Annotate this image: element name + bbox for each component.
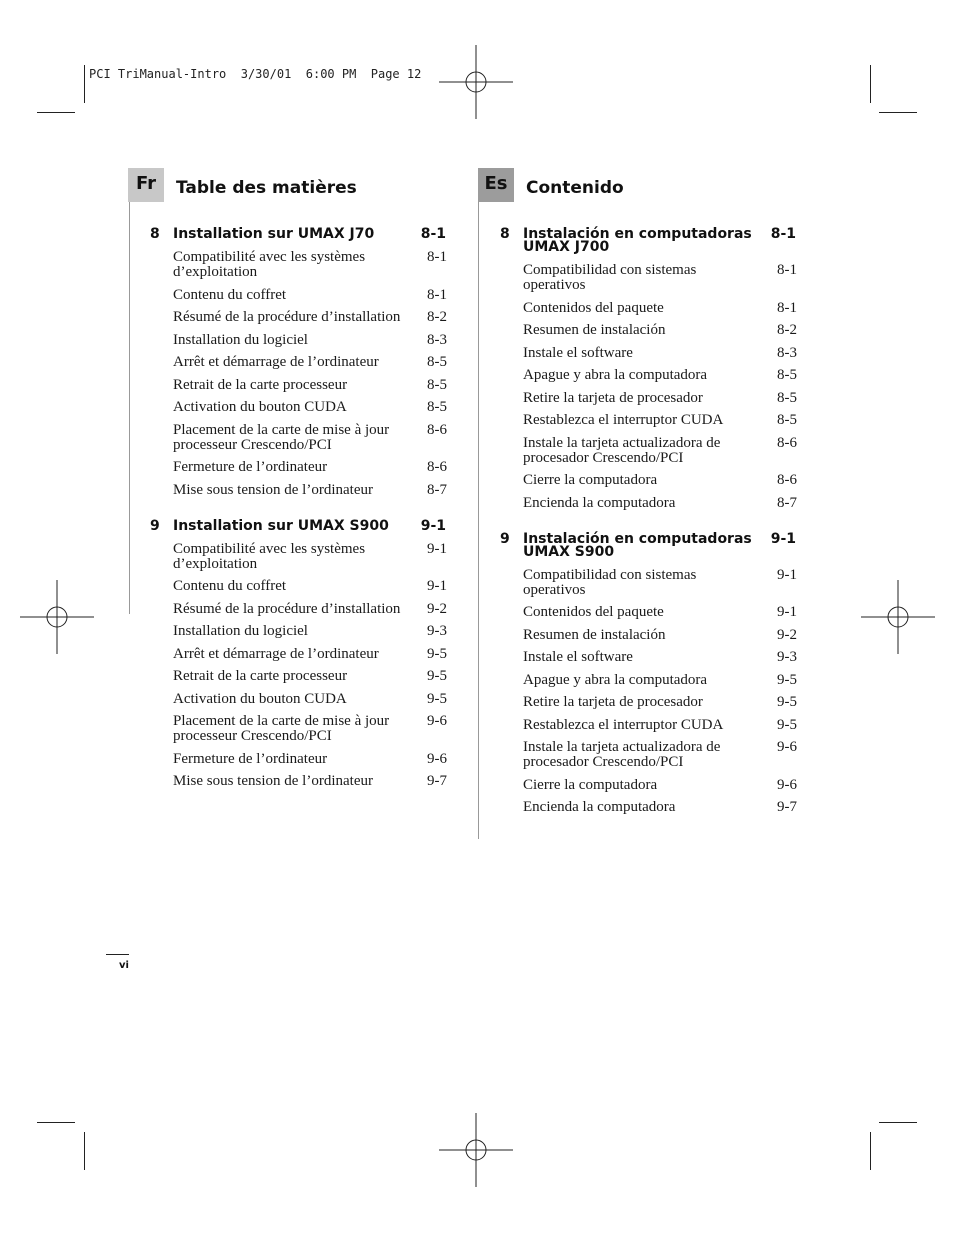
toc-entry-page: 9-6 — [777, 739, 797, 755]
toc-entry-label: Apague y abra la computadora — [523, 671, 708, 688]
toc-section-title: Installation sur UMAX J70 — [173, 226, 375, 242]
toc-entry[interactable] — [128, 400, 448, 415]
toc-entry[interactable] — [478, 391, 798, 406]
toc-entry-page: 9-6 — [777, 776, 797, 793]
toc-entry-page: 8-3 — [427, 331, 447, 348]
toc-entry[interactable] — [478, 301, 798, 316]
toc-entry[interactable] — [478, 496, 798, 511]
toc-entry-page: 9-1 — [427, 540, 447, 557]
toc-entry[interactable] — [128, 647, 448, 662]
toc-section-page: 8-1 — [420, 226, 446, 242]
toc-entry-page: 9-5 — [427, 668, 447, 684]
toc-entry[interactable] — [128, 288, 448, 303]
toc-entry-label: Activation du bouton CUDA — [173, 399, 347, 415]
toc-entry[interactable] — [478, 673, 798, 688]
toc-entry-label: Apague y abra la computadora — [523, 367, 708, 383]
toc-section-heading[interactable] — [478, 530, 798, 560]
toc-entry[interactable] — [128, 355, 448, 370]
toc-entry[interactable] — [478, 436, 798, 466]
toc-entry-page: 8-6 — [427, 459, 447, 475]
toc-entry-label: Résumé de la procédure d’installation — [173, 309, 401, 325]
toc-entry-page: 8-6 — [777, 472, 797, 488]
toc-entry[interactable] — [128, 624, 448, 639]
toc-entry-page: 8-1 — [777, 299, 797, 316]
toc-entry-label: Instale la tarjeta actualizadora de procesador Crescendo/PCI — [523, 739, 721, 770]
toc-entry-page: 8-5 — [427, 354, 447, 370]
toc-entry-page: 8-7 — [427, 481, 447, 498]
toc-entry-page: 9-3 — [777, 649, 797, 665]
toc-entry-page: 8-2 — [427, 309, 447, 325]
toc-entry[interactable] — [128, 423, 448, 453]
crop-mark-top-left-h — [37, 112, 75, 113]
toc-section — [128, 228, 448, 498]
toc-entry-page: 9-3 — [427, 623, 447, 639]
toc-entry[interactable] — [478, 473, 798, 488]
toc-entry-page: 9-2 — [427, 600, 447, 617]
toc-entry[interactable] — [478, 695, 798, 710]
toc-entry[interactable] — [478, 800, 798, 815]
toc-entry-label: Retire la tarjeta de procesador — [523, 694, 703, 710]
toc-section-title: Instalación en computadoras UMAX J700 — [523, 226, 752, 255]
toc-section-number: 9 — [150, 517, 160, 534]
toc-entry-label: Résumé de la procédure d’installation — [173, 600, 401, 617]
toc-title-es: Contenido — [526, 178, 624, 198]
toc-entry-label: Placement de la carte de mise à jour processeur Crescendo/PCI — [173, 713, 390, 744]
toc-entry-label: Resumen de instalación — [523, 322, 666, 338]
toc-entry-label: Restablezca el interruptor CUDA — [523, 412, 724, 428]
toc-entry[interactable] — [128, 250, 448, 280]
toc-entry-label: Mise sous tension de l’ordinateur — [173, 773, 373, 789]
toc-entry[interactable] — [478, 413, 798, 428]
language-badge-fr: Fr — [128, 168, 164, 202]
toc-section-number: 9 — [500, 530, 510, 547]
language-badge-es: Es — [478, 168, 514, 202]
registration-mark-bottom-icon — [439, 1113, 513, 1187]
toc-entry[interactable] — [478, 323, 798, 338]
toc-entry-label: Resumen de instalación — [523, 626, 666, 643]
toc-entry[interactable] — [128, 378, 448, 393]
toc-entry-label: Instale la tarjeta actualizadora de procesador Crescendo/PCI — [523, 434, 721, 466]
toc-entry[interactable] — [128, 752, 448, 767]
toc-entry-page: 8-6 — [427, 421, 447, 438]
toc-entry-label: Contenu du coffret — [173, 286, 287, 303]
toc-entry-page: 8-5 — [777, 367, 797, 383]
toc-entry-label: Compatibilité avec les systèmes d’exploitation — [173, 540, 366, 572]
toc-entry-label: Installation du logiciel — [173, 623, 308, 639]
toc-title-fr: Table des matières — [176, 178, 357, 198]
toc-entry[interactable] — [478, 650, 798, 665]
toc-entry[interactable] — [478, 605, 798, 620]
toc-entry[interactable] — [128, 483, 448, 498]
toc-entry-label: Compatibilidad con sistemas operativos — [523, 566, 697, 598]
toc-entry-label: Retrait de la carte processeur — [173, 376, 348, 393]
toc-section-heading[interactable] — [128, 228, 448, 241]
toc-entry-label: Fermeture de l’ordinateur — [173, 459, 328, 475]
toc-entry[interactable] — [128, 310, 448, 325]
toc-entry-page: 8-1 — [427, 286, 447, 303]
toc-entry-label: Installation du logiciel — [173, 331, 308, 348]
toc-entry[interactable] — [478, 263, 798, 293]
toc-section-title: Instalación en computadoras UMAX S900 — [523, 530, 752, 560]
registration-mark-right-icon — [861, 580, 935, 654]
toc-entry[interactable] — [478, 568, 798, 598]
registration-mark-left-icon — [20, 580, 94, 654]
toc-entry[interactable] — [478, 368, 798, 383]
toc-entry-label: Compatibilité avec les systèmes d’exploitation — [173, 249, 366, 280]
toc-entry-page: 9-5 — [777, 694, 797, 710]
toc-entry-label: Encienda la computadora — [523, 494, 676, 511]
toc-entry-page: 9-5 — [427, 690, 447, 707]
toc-entry[interactable] — [128, 542, 448, 572]
toc-sections-es — [478, 228, 798, 837]
toc-entry-page: 8-7 — [777, 494, 797, 511]
toc-entry-page: 8-1 — [427, 249, 447, 265]
toc-entry-page: 9-1 — [427, 578, 447, 594]
toc-entry[interactable] — [128, 602, 448, 617]
toc-entry-label: Arrêt et démarrage de l’ordinateur — [173, 645, 379, 662]
toc-entry-page: 9-7 — [427, 773, 447, 789]
toc-entry-page: 9-6 — [427, 713, 447, 729]
toc-entry-label: Contenu du coffret — [173, 578, 287, 594]
toc-entry-page: 9-1 — [777, 566, 797, 583]
toc-section-number: 8 — [500, 226, 510, 242]
toc-entry-page: 9-2 — [777, 626, 797, 643]
toc-entry-label: Retrait de la carte processeur — [173, 668, 348, 684]
toc-entry-label: Cierre la computadora — [523, 472, 658, 488]
toc-section-number: 8 — [150, 226, 160, 242]
toc-entry-label: Retire la tarjeta de procesador — [523, 389, 703, 406]
toc-entry[interactable] — [128, 714, 448, 744]
toc-section-title: Installation sur UMAX S900 — [173, 517, 389, 534]
toc-section-page: 9-1 — [420, 517, 446, 534]
toc-section-page: 8-1 — [770, 226, 796, 242]
crop-mark-top-right-h — [879, 112, 917, 113]
toc-entry-page: 8-6 — [777, 434, 797, 451]
toc-entry[interactable] — [478, 628, 798, 643]
toc-entry[interactable] — [128, 333, 448, 348]
toc-entry-page: 9-5 — [427, 645, 447, 662]
toc-entry-label: Contenidos del paquete — [523, 604, 664, 620]
crop-mark-top-left-v — [84, 65, 85, 103]
toc-entry-page: 8-5 — [427, 376, 447, 393]
toc-entry-label: Restablezca el interruptor CUDA — [523, 716, 724, 733]
toc-entry-page: 8-2 — [777, 322, 797, 338]
crop-mark-top-right-v — [870, 65, 871, 103]
toc-entry[interactable] — [478, 778, 798, 793]
toc-entry[interactable] — [128, 774, 448, 789]
toc-entry[interactable] — [128, 669, 448, 684]
toc-entry-label: Instale el software — [523, 344, 633, 361]
toc-section-heading[interactable] — [128, 517, 448, 534]
crop-mark-bottom-right-h — [879, 1122, 917, 1123]
toc-entry-label: Activation du bouton CUDA — [173, 690, 347, 707]
toc-entry[interactable] — [478, 346, 798, 361]
toc-entry[interactable] — [128, 460, 448, 475]
registration-mark-top-icon — [439, 45, 513, 119]
toc-entry-page: 8-5 — [777, 412, 797, 428]
toc-entry-label: Cierre la computadora — [523, 776, 658, 793]
toc-section — [128, 517, 448, 790]
toc-section-heading[interactable] — [478, 228, 798, 254]
toc-entry-page: 9-5 — [777, 671, 797, 688]
toc-entry-label: Instale el software — [523, 649, 633, 665]
folio-rule — [106, 954, 129, 955]
toc-entry[interactable] — [478, 718, 798, 733]
toc-section — [478, 530, 798, 816]
toc-entry-label: Contenidos del paquete — [523, 299, 664, 316]
toc-entry[interactable] — [128, 692, 448, 707]
printer-slug: PCI TriManual-Intro 3/30/01 6:00 PM Page 12 — [89, 67, 422, 81]
toc-entry-label: Arrêt et démarrage de l’ordinateur — [173, 354, 379, 370]
toc-entry-page: 8-5 — [427, 399, 447, 415]
toc-entry-page: 9-7 — [777, 799, 797, 815]
toc-section-page: 9-1 — [770, 530, 796, 547]
toc-entry-label: Encienda la computadora — [523, 799, 676, 815]
toc-entry-page: 9-1 — [777, 604, 797, 620]
toc-entry-page: 9-5 — [777, 716, 797, 733]
crop-mark-bottom-left-v — [84, 1132, 85, 1170]
toc-entry-page: 8-1 — [777, 262, 797, 278]
page-folio: vi — [119, 960, 129, 971]
crop-mark-bottom-left-h — [37, 1122, 75, 1123]
toc-entry-page: 8-5 — [777, 389, 797, 406]
toc-entry-label: Mise sous tension de l’ordinateur — [173, 481, 373, 498]
toc-entry[interactable] — [478, 740, 798, 770]
toc-entry-page: 9-6 — [427, 750, 447, 767]
toc-entry-label: Placement de la carte de mise à jour processeur Crescendo/PCI — [173, 421, 390, 453]
toc-entry-label: Compatibilidad con sistemas operativos — [523, 262, 697, 293]
toc-section — [478, 228, 798, 511]
toc-entry-label: Fermeture de l’ordinateur — [173, 750, 328, 767]
toc-entry-page: 8-3 — [777, 344, 797, 361]
toc-sections-fr — [128, 228, 448, 811]
crop-mark-bottom-right-v — [870, 1132, 871, 1170]
toc-entry[interactable] — [128, 579, 448, 594]
